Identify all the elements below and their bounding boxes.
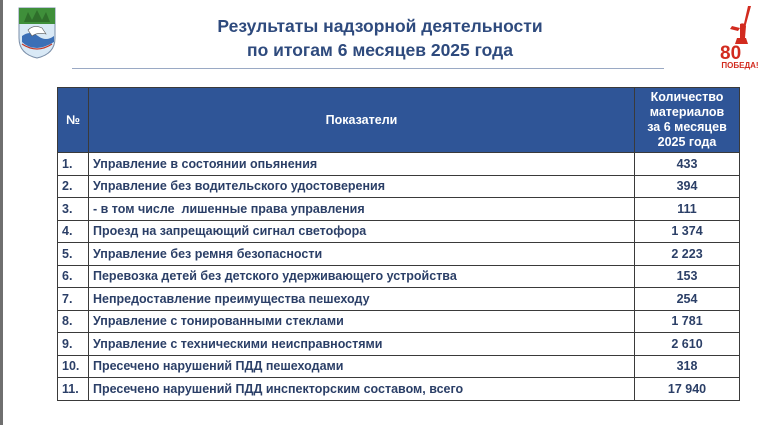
row-label: Управление без ремня безопасности bbox=[89, 243, 635, 266]
row-num: 10. bbox=[58, 355, 89, 378]
table-row bbox=[58, 288, 740, 311]
row-label: Перевозка детей без детского удерживающего устройства bbox=[89, 265, 635, 288]
table-row bbox=[58, 243, 740, 266]
row-value: 17 940 bbox=[635, 378, 740, 401]
row-num: 1. bbox=[58, 153, 89, 176]
row-value: 153 bbox=[635, 265, 740, 288]
left-edge-bar bbox=[0, 0, 3, 425]
victory-80-logo bbox=[718, 4, 762, 70]
row-label: Проезд на запрещающий сигнал светофора bbox=[89, 220, 635, 243]
victory-word: ПОБЕДА! bbox=[721, 61, 759, 70]
header-num: № bbox=[58, 88, 89, 153]
row-value: 433 bbox=[635, 153, 740, 176]
row-value: 1 781 bbox=[635, 310, 740, 333]
motherland-statue-icon bbox=[730, 6, 751, 44]
page-title bbox=[150, 14, 610, 62]
row-value: 111 bbox=[635, 198, 740, 221]
row-label: - в том числе лишенные права управления bbox=[89, 198, 635, 221]
table-row bbox=[58, 220, 740, 243]
row-label: Управление без водительского удостоверения bbox=[89, 175, 635, 198]
city-emblem-icon bbox=[14, 4, 60, 60]
table-row bbox=[58, 198, 740, 221]
row-label: Управление с техническими неисправностями bbox=[89, 333, 635, 356]
row-num: 5. bbox=[58, 243, 89, 266]
table-row bbox=[58, 310, 740, 333]
row-label: Управление с тонированными стеклами bbox=[89, 310, 635, 333]
table-row bbox=[58, 265, 740, 288]
header-indicator: Показатели bbox=[89, 88, 635, 153]
row-num: 7. bbox=[58, 288, 89, 311]
row-num: 4. bbox=[58, 220, 89, 243]
row-value: 254 bbox=[635, 288, 740, 311]
table-row bbox=[58, 333, 740, 356]
title-line-2: по итогам 6 месяцев 2025 года bbox=[247, 40, 513, 60]
table-header-row bbox=[58, 88, 740, 153]
table-row bbox=[58, 355, 740, 378]
row-label: Пресечено нарушений ПДД пешеходами bbox=[89, 355, 635, 378]
victory-number: 80 bbox=[720, 43, 742, 64]
row-num: 11. bbox=[58, 378, 89, 401]
row-num: 3. bbox=[58, 198, 89, 221]
table-row bbox=[58, 153, 740, 176]
row-label: Непредоставление преимущества пешеходу bbox=[89, 288, 635, 311]
row-num: 8. bbox=[58, 310, 89, 333]
row-value: 1 374 bbox=[635, 220, 740, 243]
results-table bbox=[57, 87, 740, 401]
row-value: 318 bbox=[635, 355, 740, 378]
row-label: Управление в состоянии опьянения bbox=[89, 153, 635, 176]
title-line-1: Результаты надзорной деятельности bbox=[217, 16, 543, 36]
row-label: Пресечено нарушений ПДД инспекторским составом, всего bbox=[89, 378, 635, 401]
table-row bbox=[58, 175, 740, 198]
row-value: 2 223 bbox=[635, 243, 740, 266]
header-value: Количество материалов за 6 месяцев 2025 года bbox=[635, 88, 740, 153]
row-num: 9. bbox=[58, 333, 89, 356]
table-row bbox=[58, 378, 740, 401]
row-value: 394 bbox=[635, 175, 740, 198]
row-num: 2. bbox=[58, 175, 89, 198]
row-value: 2 610 bbox=[635, 333, 740, 356]
title-divider bbox=[72, 68, 664, 69]
row-num: 6. bbox=[58, 265, 89, 288]
